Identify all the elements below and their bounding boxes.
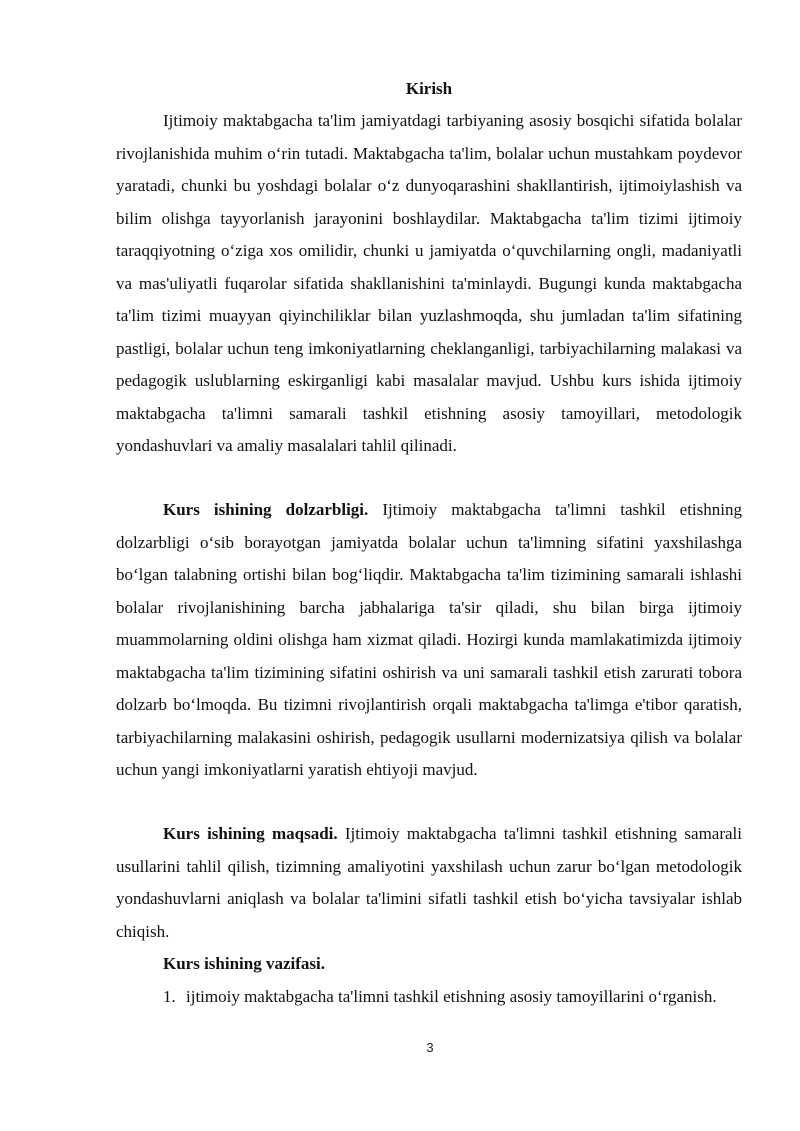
tasks-heading: Kurs ishining vazifasi. [163,954,326,973]
intro-paragraph: Ijtimoiy maktabgacha ta'lim jamiyatdagi tarbiyaning asosiy bosqichi sifatida bolalar rivojlanishida muhim o‘rin tutadi. Maktabgacha ta'lim, bolalar uchun mustahkam poydevor yaratadi, chunki bu yoshdagi bolalar o‘z dunyoqarashini shakllantirish, ijtimoiylashish va bilim olishga tayyorlanish jarayonini boshlaydilar. Maktabgacha ta'lim tizimi ijtimoiy taraqqiyotning o‘ziga xos omilidir, chunki u jamiyatda o‘quvchilarning ongli, madaniyatli va mas'uliyatli fuqarolar sifatida shakllanishini ta'minlaydi. Bugungi kunda maktabgacha ta'lim tizimi muayyan qiyinchiliklar bilan yuzlashmoqda, shu jumladan ta'lim sifatining pastligi, bolalar uchun teng imkoniyatlarning cheklanganligi, tarbiyachilarning malakasi va pedagogik uslublarning eskirganligi kabi masalalar mavjud. Ushbu kurs ishida ijtimoiy maktabgacha ta'limni samarali tashkil etishning asosiy tamoyillari, metodologik yondashuvlari va amaliy masalalari tahlil qilinadi. [116,111,742,455]
tasks-section [116,948,742,981]
goal-heading: Kurs ishining maqsadi. [163,824,338,843]
relevance-section [116,494,742,787]
list-item [116,981,742,1014]
relevance-paragraph [116,494,742,787]
goal-section [116,818,742,948]
section-title: Kirish [405,79,453,98]
list-item-text: ijtimoiy maktabgacha ta'limni tashkil etishning asosiy tamoyillarini o‘rganish. [186,987,717,1006]
tasks-list [116,981,742,1014]
list-item-number: 1. [163,987,176,1006]
relevance-text: Ijtimoiy maktabgacha ta'limni tashkil etishning dolzarbligi o‘sib borayotgan jamiyatda bolalar uchun ta'limning sifatini yaxshilashga bo‘lgan talabning ortishi bilan bog‘liqdir. Maktabgacha ta'lim tizimining samarali ishlashi bolalar rivojlanishining barcha jabhalariga ta'sir qiladi, shu bilan birga ijtimoiy muammolarning oldini olishga ham xizmat qiladi. Hozirgi kunda mamlakatimizda ijtimoiy maktabgacha ta'lim tizimining sifatini oshirish va uni samarali tashkil etish zarurati tobora dolzarb bo‘lmoqda. Bu tizimni rivojlantirish orqali maktabgacha ta'limga e'tibor qaratish, tarbiyachilarning malakasini oshirish, pedagogik usullarni modernizatsiya qilish va bolalar uchun yangi imkoniyatlarni yaratish ehtiyoji mavjud. [116,500,742,779]
page-number: 3 [426,1040,434,1055]
goal-text: Ijtimoiy maktabgacha ta'limni tashkil etishning samarali usullarini tahlil qilish, tizimning amaliyotini yaxshilash uchun zarur bo‘lgan metodologik yondashuvlarni aniqlash va bolalar ta'limini sifatli tashkil etish bo‘yicha tavsiyalar ishlab chiqish. [116,824,742,941]
goal-paragraph [116,818,742,948]
intro-paragraph-block [116,105,742,463]
relevance-heading: Kurs ishining dolzarbligi. [163,500,369,519]
